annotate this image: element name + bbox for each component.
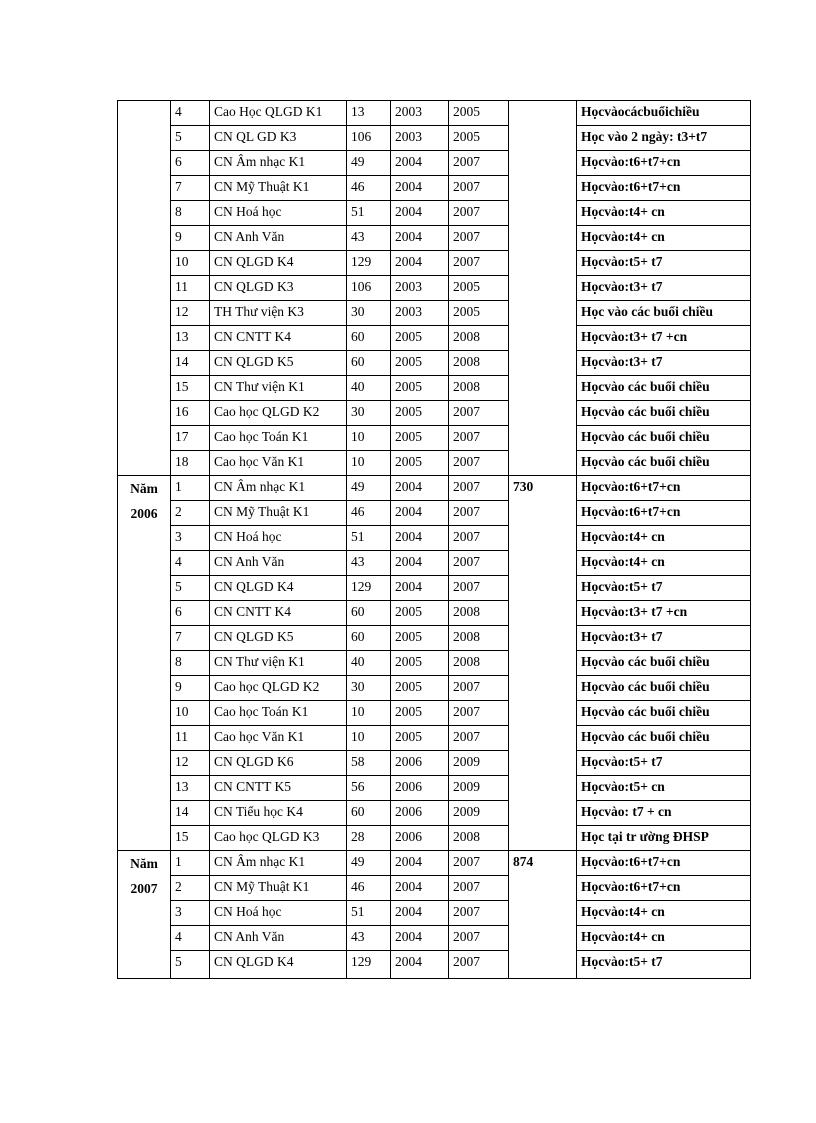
course-name-cell: CN QLGD K4: [210, 251, 347, 276]
row-number-cell: 7: [171, 176, 210, 201]
student-count-cell: 49: [347, 151, 391, 176]
start-year-cell: 2005: [391, 651, 449, 676]
schedule-note-cell: Học vào 2 ngày: t3+t7: [577, 126, 751, 151]
start-year-cell: 2004: [391, 226, 449, 251]
course-name-cell: CN Thư viện K1: [210, 651, 347, 676]
row-number-cell: 5: [171, 951, 210, 979]
student-count-cell: 10: [347, 701, 391, 726]
course-name-cell: CN Âm nhạc K1: [210, 151, 347, 176]
schedule-note-cell: Họcvào:t3+ t7: [577, 276, 751, 301]
course-name-cell: CN CNTT K4: [210, 601, 347, 626]
course-name-cell: CN CNTT K5: [210, 776, 347, 801]
course-name-cell: CN Anh Văn: [210, 551, 347, 576]
schedule-note-cell: Họcvào:t4+ cn: [577, 926, 751, 951]
table-row: [118, 426, 751, 451]
course-name-cell: CN QLGD K4: [210, 951, 347, 979]
schedule-note-cell: Họcvào:t6+t7+cn: [577, 501, 751, 526]
start-year-cell: 2003: [391, 276, 449, 301]
end-year-cell: 2007: [449, 501, 509, 526]
end-year-cell: 2007: [449, 401, 509, 426]
course-name-cell: CN QLGD K6: [210, 751, 347, 776]
start-year-cell: 2004: [391, 476, 449, 501]
row-number-cell: 3: [171, 526, 210, 551]
course-name-cell: CN Âm nhạc K1: [210, 851, 347, 876]
start-year-cell: 2005: [391, 701, 449, 726]
row-number-cell: 14: [171, 801, 210, 826]
row-number-cell: 2: [171, 876, 210, 901]
end-year-cell: 2005: [449, 101, 509, 126]
start-year-cell: 2005: [391, 326, 449, 351]
row-number-cell: 13: [171, 776, 210, 801]
table-row: [118, 651, 751, 676]
table-row: [118, 301, 751, 326]
course-name-cell: CN QLGD K3: [210, 276, 347, 301]
start-year-cell: 2005: [391, 726, 449, 751]
row-number-cell: 18: [171, 451, 210, 476]
row-number-cell: 15: [171, 376, 210, 401]
course-name-cell: CN CNTT K4: [210, 326, 347, 351]
table-row: [118, 951, 751, 979]
student-count-cell: 51: [347, 901, 391, 926]
table-row: [118, 251, 751, 276]
table-row: [118, 326, 751, 351]
course-name-cell: CN Hoá học: [210, 201, 347, 226]
row-number-cell: 9: [171, 226, 210, 251]
student-count-cell: 13: [347, 101, 391, 126]
start-year-cell: 2004: [391, 926, 449, 951]
student-count-cell: 51: [347, 526, 391, 551]
end-year-cell: 2008: [449, 826, 509, 851]
course-name-cell: Cao học QLGD K2: [210, 401, 347, 426]
end-year-cell: 2007: [449, 901, 509, 926]
start-year-cell: 2004: [391, 151, 449, 176]
row-number-cell: 6: [171, 601, 210, 626]
end-year-cell: 2007: [449, 476, 509, 501]
table-row: [118, 201, 751, 226]
schedule-note-cell: Họcvào:t4+ cn: [577, 901, 751, 926]
end-year-cell: 2007: [449, 876, 509, 901]
start-year-cell: 2004: [391, 576, 449, 601]
end-year-cell: 2007: [449, 451, 509, 476]
schedule-note-cell: Họcvàocácbuổichiều: [577, 101, 751, 126]
course-name-cell: Cao học Văn K1: [210, 451, 347, 476]
end-year-cell: 2005: [449, 126, 509, 151]
end-year-cell: 2007: [449, 551, 509, 576]
schedule-note-cell: Họcvào:t3+ t7: [577, 626, 751, 651]
schedule-note-cell: Họcvào các buổi chiều: [577, 426, 751, 451]
course-name-cell: CN QLGD K5: [210, 626, 347, 651]
student-count-cell: 60: [347, 326, 391, 351]
start-year-cell: 2004: [391, 876, 449, 901]
schedule-table-body: [118, 101, 751, 979]
table-row: [118, 851, 751, 876]
schedule-note-cell: Họcvào các buổi chiều: [577, 401, 751, 426]
end-year-cell: 2008: [449, 376, 509, 401]
table-row: [118, 751, 751, 776]
student-count-cell: 129: [347, 951, 391, 979]
row-number-cell: 15: [171, 826, 210, 851]
row-number-cell: 17: [171, 426, 210, 451]
start-year-cell: 2004: [391, 201, 449, 226]
start-year-cell: 2004: [391, 251, 449, 276]
end-year-cell: 2008: [449, 326, 509, 351]
student-count-cell: 30: [347, 676, 391, 701]
course-name-cell: CN Hoá học: [210, 526, 347, 551]
course-name-cell: CN Anh Văn: [210, 926, 347, 951]
year-cell: Năm 2006: [118, 476, 171, 851]
schedule-note-cell: Họcvào:t6+t7+cn: [577, 876, 751, 901]
student-count-cell: 106: [347, 126, 391, 151]
course-name-cell: CN QL GD K3: [210, 126, 347, 151]
schedule-note-cell: Họcvào các buổi chiều: [577, 676, 751, 701]
end-year-cell: 2007: [449, 926, 509, 951]
student-count-cell: 28: [347, 826, 391, 851]
start-year-cell: 2004: [391, 526, 449, 551]
row-number-cell: 10: [171, 251, 210, 276]
table-row: [118, 176, 751, 201]
year-total-cell: [509, 101, 577, 476]
row-number-cell: 8: [171, 651, 210, 676]
row-number-cell: 4: [171, 926, 210, 951]
row-number-cell: 11: [171, 276, 210, 301]
start-year-cell: 2004: [391, 851, 449, 876]
schedule-note-cell: Họcvào:t3+ t7: [577, 351, 751, 376]
student-count-cell: 49: [347, 476, 391, 501]
end-year-cell: 2009: [449, 801, 509, 826]
student-count-cell: 46: [347, 501, 391, 526]
student-count-cell: 129: [347, 576, 391, 601]
start-year-cell: 2005: [391, 351, 449, 376]
table-row: [118, 926, 751, 951]
student-count-cell: 129: [347, 251, 391, 276]
schedule-note-cell: Họcvào: t7 + cn: [577, 801, 751, 826]
student-count-cell: 106: [347, 276, 391, 301]
schedule-note-cell: Học tại tr ường ĐHSP: [577, 826, 751, 851]
table-row: [118, 901, 751, 926]
schedule-note-cell: Họcvào:t5+ t7: [577, 751, 751, 776]
row-number-cell: 16: [171, 401, 210, 426]
start-year-cell: 2005: [391, 676, 449, 701]
row-number-cell: 3: [171, 901, 210, 926]
course-name-cell: CN QLGD K5: [210, 351, 347, 376]
course-name-cell: CN Hoá học: [210, 901, 347, 926]
row-number-cell: 10: [171, 701, 210, 726]
end-year-cell: 2005: [449, 276, 509, 301]
end-year-cell: 2007: [449, 251, 509, 276]
table-row: [118, 476, 751, 501]
end-year-cell: 2008: [449, 626, 509, 651]
student-count-cell: 30: [347, 401, 391, 426]
schedule-note-cell: Họcvào:t6+t7+cn: [577, 851, 751, 876]
end-year-cell: 2008: [449, 651, 509, 676]
table-row: [118, 151, 751, 176]
schedule-table: [117, 100, 751, 979]
end-year-cell: 2007: [449, 851, 509, 876]
table-row: [118, 126, 751, 151]
student-count-cell: 46: [347, 876, 391, 901]
student-count-cell: 46: [347, 176, 391, 201]
student-count-cell: 58: [347, 751, 391, 776]
start-year-cell: 2004: [391, 951, 449, 979]
student-count-cell: 60: [347, 626, 391, 651]
student-count-cell: 60: [347, 351, 391, 376]
row-number-cell: 7: [171, 626, 210, 651]
row-number-cell: 1: [171, 476, 210, 501]
table-row: [118, 451, 751, 476]
schedule-note-cell: Họcvào các buổi chiều: [577, 726, 751, 751]
row-number-cell: 14: [171, 351, 210, 376]
row-number-cell: 6: [171, 151, 210, 176]
start-year-cell: 2004: [391, 551, 449, 576]
table-row: [118, 876, 751, 901]
end-year-cell: 2005: [449, 301, 509, 326]
student-count-cell: 60: [347, 801, 391, 826]
course-name-cell: Cao học Toán K1: [210, 701, 347, 726]
schedule-note-cell: Họcvào:t5+ t7: [577, 251, 751, 276]
table-row: [118, 376, 751, 401]
end-year-cell: 2009: [449, 751, 509, 776]
end-year-cell: 2007: [449, 226, 509, 251]
student-count-cell: 10: [347, 426, 391, 451]
start-year-cell: 2005: [391, 601, 449, 626]
schedule-note-cell: Họcvào:t4+ cn: [577, 551, 751, 576]
start-year-cell: 2005: [391, 451, 449, 476]
student-count-cell: 60: [347, 601, 391, 626]
schedule-note-cell: Họcvào các buổi chiều: [577, 701, 751, 726]
start-year-cell: 2006: [391, 751, 449, 776]
end-year-cell: 2007: [449, 201, 509, 226]
table-row: [118, 701, 751, 726]
end-year-cell: 2007: [449, 426, 509, 451]
student-count-cell: 30: [347, 301, 391, 326]
course-name-cell: Cao Học QLGD K1: [210, 101, 347, 126]
course-name-cell: Cao học Văn K1: [210, 726, 347, 751]
table-row: [118, 801, 751, 826]
end-year-cell: 2007: [449, 576, 509, 601]
row-number-cell: 4: [171, 551, 210, 576]
year-cell: Năm 2007: [118, 851, 171, 979]
start-year-cell: 2004: [391, 176, 449, 201]
schedule-note-cell: Họcvào:t6+t7+cn: [577, 151, 751, 176]
row-number-cell: 8: [171, 201, 210, 226]
end-year-cell: 2007: [449, 676, 509, 701]
row-number-cell: 12: [171, 751, 210, 776]
table-row: [118, 526, 751, 551]
end-year-cell: 2008: [449, 351, 509, 376]
year-total-cell: 730: [509, 476, 577, 851]
end-year-cell: 2007: [449, 176, 509, 201]
end-year-cell: 2007: [449, 701, 509, 726]
start-year-cell: 2006: [391, 826, 449, 851]
student-count-cell: 43: [347, 226, 391, 251]
course-name-cell: CN Âm nhạc K1: [210, 476, 347, 501]
table-row: [118, 601, 751, 626]
row-number-cell: 11: [171, 726, 210, 751]
student-count-cell: 49: [347, 851, 391, 876]
student-count-cell: 10: [347, 451, 391, 476]
table-row: [118, 726, 751, 751]
start-year-cell: 2005: [391, 626, 449, 651]
student-count-cell: 10: [347, 726, 391, 751]
schedule-note-cell: Học vào các buổi chiều: [577, 301, 751, 326]
schedule-note-cell: Họcvào:t5+ t7: [577, 951, 751, 979]
table-row: [118, 676, 751, 701]
schedule-note-cell: Họcvào:t3+ t7 +cn: [577, 326, 751, 351]
student-count-cell: 56: [347, 776, 391, 801]
schedule-note-cell: Họcvào:t6+t7+cn: [577, 176, 751, 201]
table-row: [118, 576, 751, 601]
end-year-cell: 2007: [449, 151, 509, 176]
student-count-cell: 43: [347, 551, 391, 576]
schedule-note-cell: Họcvào:t4+ cn: [577, 526, 751, 551]
course-name-cell: CN QLGD K4: [210, 576, 347, 601]
table-row: [118, 776, 751, 801]
schedule-note-cell: Họcvào:t5+ cn: [577, 776, 751, 801]
table-row: [118, 101, 751, 126]
row-number-cell: 13: [171, 326, 210, 351]
row-number-cell: 2: [171, 501, 210, 526]
end-year-cell: 2007: [449, 726, 509, 751]
start-year-cell: 2004: [391, 901, 449, 926]
row-number-cell: 5: [171, 126, 210, 151]
year-total-cell: 874: [509, 851, 577, 979]
student-count-cell: 51: [347, 201, 391, 226]
start-year-cell: 2005: [391, 426, 449, 451]
student-count-cell: 40: [347, 376, 391, 401]
course-name-cell: CN Tiểu học K4: [210, 801, 347, 826]
schedule-note-cell: Họcvào:t5+ t7: [577, 576, 751, 601]
start-year-cell: 2005: [391, 376, 449, 401]
table-row: [118, 626, 751, 651]
table-row: [118, 401, 751, 426]
end-year-cell: 2007: [449, 951, 509, 979]
row-number-cell: 12: [171, 301, 210, 326]
schedule-note-cell: Họcvào các buổi chiều: [577, 376, 751, 401]
schedule-note-cell: Họcvào:t6+t7+cn: [577, 476, 751, 501]
row-number-cell: 9: [171, 676, 210, 701]
table-row: [118, 826, 751, 851]
start-year-cell: 2003: [391, 126, 449, 151]
table-row: [118, 276, 751, 301]
course-name-cell: CN Thư viện K1: [210, 376, 347, 401]
start-year-cell: 2005: [391, 401, 449, 426]
start-year-cell: 2003: [391, 101, 449, 126]
table-row: [118, 551, 751, 576]
course-name-cell: CN Anh Văn: [210, 226, 347, 251]
schedule-note-cell: Họcvào các buổi chiều: [577, 651, 751, 676]
course-name-cell: CN Mỹ Thuật K1: [210, 876, 347, 901]
schedule-note-cell: Họcvào:t4+ cn: [577, 226, 751, 251]
schedule-note-cell: Họcvào:t3+ t7 +cn: [577, 601, 751, 626]
table-row: [118, 226, 751, 251]
end-year-cell: 2007: [449, 526, 509, 551]
row-number-cell: 5: [171, 576, 210, 601]
start-year-cell: 2006: [391, 801, 449, 826]
table-row: [118, 501, 751, 526]
table-row: [118, 351, 751, 376]
course-name-cell: CN Mỹ Thuật K1: [210, 176, 347, 201]
schedule-note-cell: Họcvào các buổi chiều: [577, 451, 751, 476]
schedule-note-cell: Họcvào:t4+ cn: [577, 201, 751, 226]
course-name-cell: TH Thư viện K3: [210, 301, 347, 326]
course-name-cell: Cao học QLGD K2: [210, 676, 347, 701]
course-name-cell: CN Mỹ Thuật K1: [210, 501, 347, 526]
student-count-cell: 40: [347, 651, 391, 676]
row-number-cell: 1: [171, 851, 210, 876]
student-count-cell: 43: [347, 926, 391, 951]
start-year-cell: 2003: [391, 301, 449, 326]
course-name-cell: Cao học Toán K1: [210, 426, 347, 451]
end-year-cell: 2009: [449, 776, 509, 801]
end-year-cell: 2008: [449, 601, 509, 626]
course-name-cell: Cao học QLGD K3: [210, 826, 347, 851]
start-year-cell: 2004: [391, 501, 449, 526]
year-cell: [118, 101, 171, 476]
start-year-cell: 2006: [391, 776, 449, 801]
row-number-cell: 4: [171, 101, 210, 126]
